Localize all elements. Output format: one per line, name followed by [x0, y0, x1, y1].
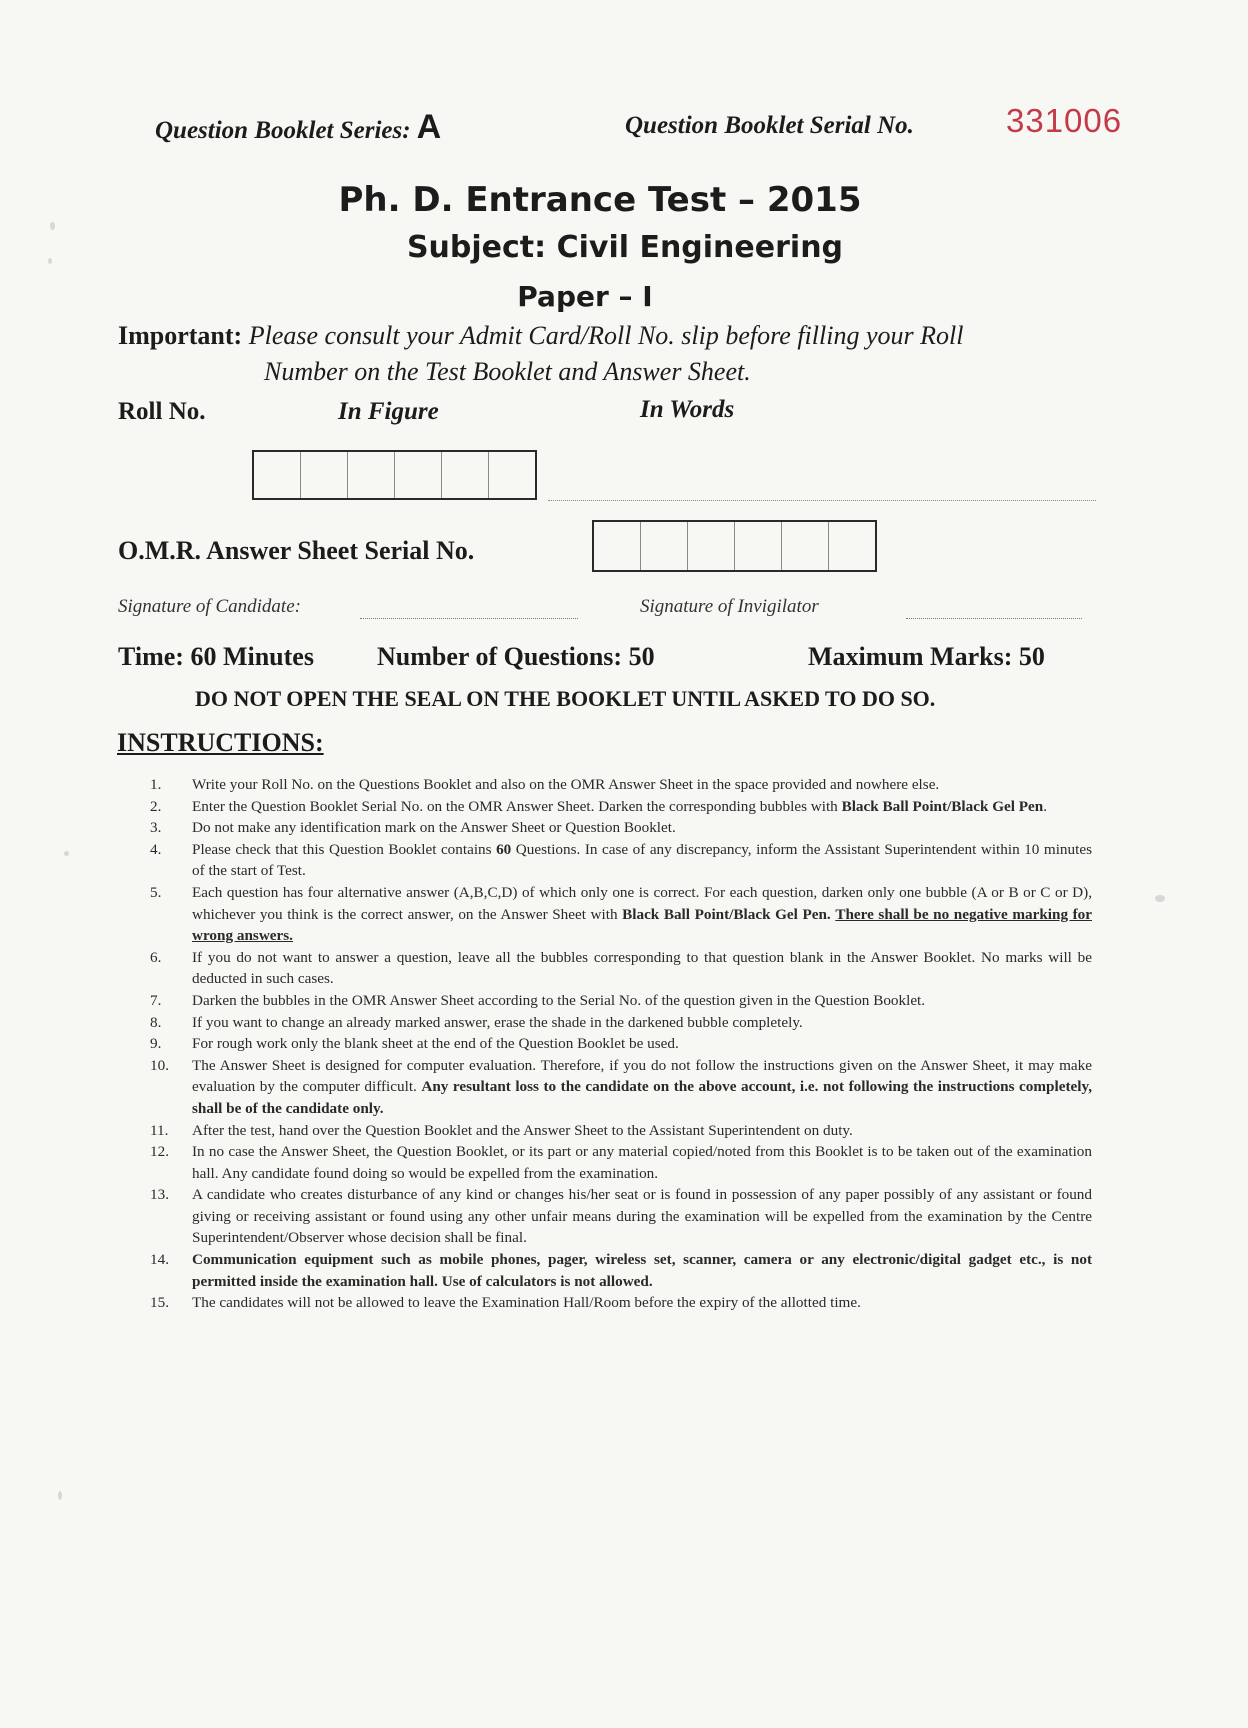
booklet-serial-label: Question Booklet Serial No.: [625, 112, 914, 139]
instruction-item: [150, 882, 1092, 947]
instruction-number: 14.: [150, 1251, 169, 1269]
important-label: Important:: [118, 321, 243, 350]
instruction-item: [150, 1120, 1092, 1142]
booklet-series: [155, 108, 441, 147]
instruction-item: [150, 817, 1092, 839]
instruction-item: [150, 990, 1092, 1012]
instructions-heading: INSTRUCTIONS:: [117, 728, 324, 757]
omr-serial-label: O.M.R. Answer Sheet Serial No.: [118, 536, 475, 565]
omr-digit-box[interactable]: [641, 522, 688, 570]
instruction-number: 6.: [150, 948, 162, 966]
instruction-item: [150, 1012, 1092, 1034]
roll-in-words-line[interactable]: [548, 500, 1096, 501]
instruction-number: 12.: [150, 1143, 169, 1161]
scan-speck: [48, 258, 52, 264]
important-line-2: Number on the Test Booklet and Answer Sheet.: [264, 357, 751, 386]
instruction-text: A candidate who creates disturbance of any kind or changes his/her seat or is found in possession of any paper possibly of any assistant or found giving or receiving assistant or found using any other unfair means during the examination will be expelled from the examination by the Centre Superintendent/Observer whose decision shall be final.: [192, 1186, 1092, 1247]
instruction-number: 1.: [150, 776, 162, 793]
seal-notice: DO NOT OPEN THE SEAL ON THE BOOKLET UNTIL ASKED TO DO SO.: [195, 686, 936, 711]
omr-digit-box[interactable]: [735, 522, 782, 570]
omr-digit-box[interactable]: [829, 522, 875, 570]
invigilator-signature-line[interactable]: [906, 618, 1082, 619]
exam-time: Time: 60 Minutes: [118, 642, 314, 671]
instruction-number: 7.: [150, 991, 162, 1009]
candidate-signature-label: Signature of Candidate:: [118, 596, 301, 617]
exam-subject: Subject: Civil Engineering: [406, 230, 844, 265]
instruction-text: Questions. In case of any discrepancy, inform the Assistant Superintendent within 10 minutes of the start of Test.: [192, 840, 1092, 880]
roll-number-boxes[interactable]: [252, 450, 537, 500]
exam-title: Ph. D. Entrance Test – 2015: [338, 180, 862, 220]
instruction-text: Darken the bubbles in the OMR Answer Sheet according to the Serial No. of the question given in the Question Booklet.: [192, 991, 926, 1009]
instruction-item: [150, 1292, 1092, 1314]
important-notice: [118, 318, 1108, 390]
scan-speck: [64, 851, 69, 856]
instruction-item: [150, 1184, 1092, 1249]
roll-digit-box[interactable]: [442, 452, 489, 498]
instruction-number: 10.: [150, 1056, 169, 1074]
candidate-signature-line[interactable]: [360, 618, 578, 619]
instruction-text: The candidates will not be allowed to leave the Examination Hall/Room before the expiry of the allotted time.: [192, 1294, 861, 1312]
instruction-text: If you do not want to answer a question, leave all the bubbles corresponding to that question blank in the Answer Booklet. No marks will be deducted in such cases.: [192, 948, 1092, 988]
instruction-text: Black Ball Point/Black Gel Pen.: [622, 905, 831, 923]
omr-digit-box[interactable]: [688, 522, 735, 570]
instruction-text: Each question has four alternative answer (A,B,C,D) of which only one is correct. For each question, darken only one bubble (A or B or C or D), whichever you think is the correct answer, on the Answer Sheet with: [192, 883, 1092, 923]
maximum-marks: Maximum Marks: 50: [808, 642, 1045, 671]
roll-digit-box[interactable]: [395, 452, 442, 498]
instruction-text: Enter the Question Booklet Serial No. on the OMR Answer Sheet. Darken the corresponding bubbles with: [192, 797, 842, 815]
omr-serial-boxes[interactable]: [592, 520, 877, 572]
instruction-number: 4.: [150, 840, 162, 858]
instruction-number: 9.: [150, 1035, 162, 1053]
instruction-text: 60: [496, 840, 512, 858]
instruction-item: [150, 1141, 1092, 1184]
roll-in-words-label: In Words: [640, 396, 735, 423]
roll-digit-box[interactable]: [348, 452, 395, 498]
instruction-item: [150, 1033, 1092, 1055]
instruction-text: For rough work only the blank sheet at the end of the Question Booklet be used.: [192, 1035, 679, 1053]
instruction-text: In no case the Answer Sheet, the Question Booklet, or its part or any material copied/noted from this Booklet is to be taken out of the examination hall. Any candidate found doing so would be expelled from the examination.: [192, 1143, 1092, 1182]
exam-paper: Paper – I: [517, 280, 653, 313]
scan-speck: [58, 1491, 62, 1500]
instruction-text: .: [1043, 797, 1048, 815]
instruction-item: [150, 774, 1092, 796]
booklet-series-value: A: [416, 108, 442, 146]
roll-digit-box[interactable]: [489, 452, 535, 498]
booklet-serial-number: 331006: [1006, 102, 1123, 139]
instruction-text: Do not make any identification mark on the Answer Sheet or Question Booklet.: [192, 819, 676, 837]
instruction-number: 2.: [150, 797, 162, 815]
instruction-item: [150, 1249, 1092, 1292]
instruction-text: Write your Roll No. on the Questions Booklet and also on the OMR Answer Sheet in the space provided and nowhere else.: [192, 776, 940, 793]
instruction-number: 13.: [150, 1186, 169, 1204]
scan-speck: [1155, 895, 1165, 902]
instruction-text: Please check that this Question Booklet contains: [192, 840, 497, 858]
scan-speck: [50, 222, 55, 230]
roll-no-label: Roll No.: [118, 398, 206, 425]
instruction-text: Any resultant loss to the candidate on the above account, i.e. not following the instructions completely, shall be of the candidate only.: [192, 1078, 1093, 1117]
instruction-text: The Answer Sheet is designed for computer evaluation. Therefore, if you do not follow the instructions given on the Answer Sheet, it may make evaluation by the computer difficult.: [192, 1056, 1092, 1096]
roll-in-figure-label: In Figure: [338, 398, 439, 425]
instruction-text: Communication equipment such as mobile phones, pager, wireless set, scanner, camera or any electronic/digital gadget etc., is not permitted inside the examination hall. Use of calculators is not allowed.: [192, 1251, 1092, 1290]
instruction-number: 5.: [150, 883, 162, 901]
booklet-series-label: Question Booklet Series:: [155, 117, 411, 144]
instruction-item: [150, 947, 1092, 990]
invigilator-signature-label: Signature of Invigilator: [640, 596, 819, 617]
omr-digit-box[interactable]: [782, 522, 829, 570]
instruction-number: 15.: [150, 1294, 169, 1312]
instruction-number: 8.: [150, 1013, 162, 1031]
instruction-item: [150, 796, 1092, 818]
roll-digit-box[interactable]: [301, 452, 348, 498]
instruction-number: 11.: [150, 1121, 169, 1139]
important-line-1: Please consult your Admit Card/Roll No. slip before filling your Roll: [248, 321, 964, 350]
instruction-text: Black Ball Point/Black Gel Pen: [841, 797, 1044, 815]
number-of-questions: Number of Questions: 50: [377, 642, 655, 671]
instruction-item: [150, 839, 1092, 882]
instruction-text: If you want to change an already marked answer, erase the shade in the darkened bubble completely.: [192, 1013, 803, 1031]
instruction-item: [150, 1055, 1092, 1120]
instruction-text: There shall be no negative marking for wrong answers.: [192, 905, 1093, 945]
instruction-number: 3.: [150, 819, 162, 837]
instructions-list: [150, 774, 1092, 1314]
instruction-text: After the test, hand over the Question Booklet and the Answer Sheet to the Assistant Superintendent on duty.: [192, 1121, 853, 1139]
omr-digit-box[interactable]: [594, 522, 641, 570]
roll-digit-box[interactable]: [254, 452, 301, 498]
